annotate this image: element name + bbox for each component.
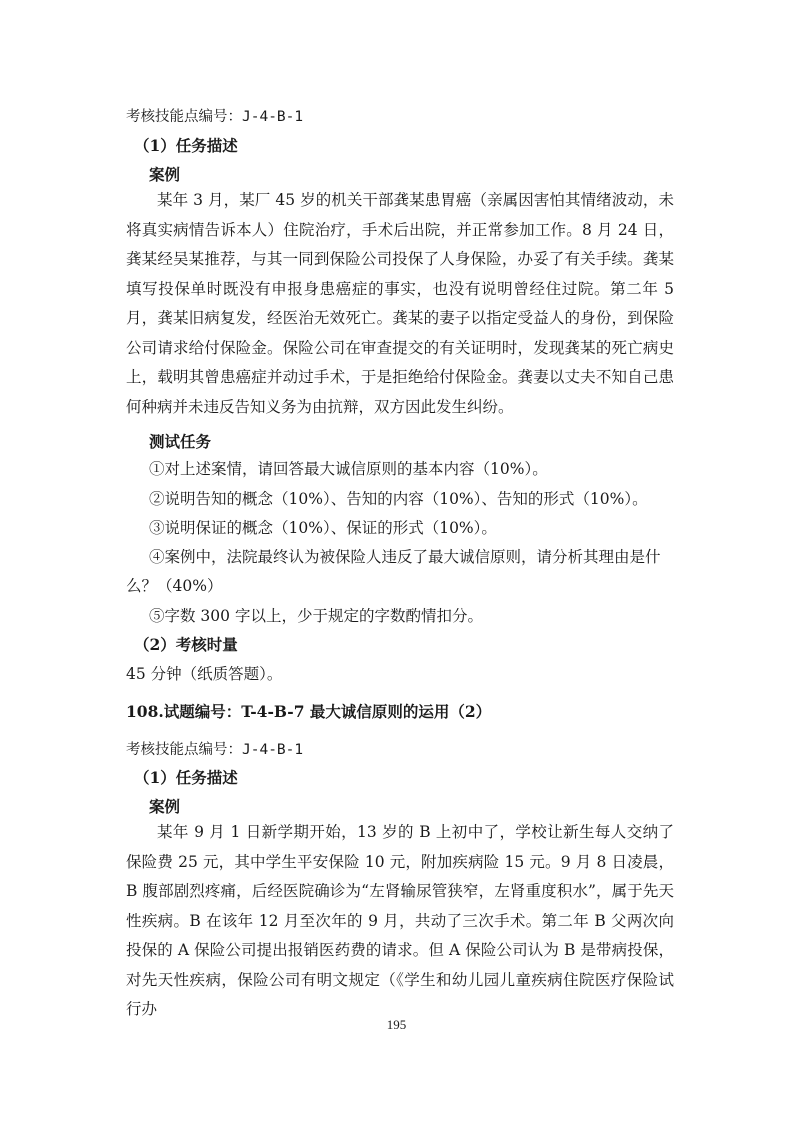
case-heading: 案例 bbox=[149, 165, 181, 184]
skill-code-line: 考核技能点编号：J-4-B-1 bbox=[126, 742, 304, 758]
test-task-item: ③说明保证的概念（10%）、保证的形式（10%）。 bbox=[149, 519, 497, 537]
case-heading: 案例 bbox=[149, 797, 181, 816]
skill-code-line: 考核技能点编号：J-4-B-1 bbox=[126, 109, 304, 125]
test-tasks-heading: 测试任务 bbox=[149, 432, 212, 451]
page-number: 195 bbox=[386, 1017, 407, 1032]
task-description-heading: （1）任务描述 bbox=[134, 136, 238, 155]
case-paragraph: 某年 3 月，某厂 45 岁的机关干部龚某患胃癌（亲属因害怕其情绪波动，未将真实病情告诉本人）住院治疗，手术后出院，并正常参加工作。8 月 24 日，龚某经吴某推荐，与其一同到保险公司投保了人身保险，办妥了有关手续。龚某填写投保单时既没有申报身患癌症的事实，也没有说明曾经住过院。第二年 5 月，龚某旧病复发，经医治无效死亡。龚某的妻子以指定受益人的身份，到保险公司请求给付保险金。保险公司在审查提交的有关证明时，发现龚某的死亡病史上，载明其曾患癌症并动过手术，于是拒绝给付保险金。龚妻以丈夫不知自己患何种病并未违反告知义务为由抗辩，双方因此发生纠纷。 bbox=[126, 191, 674, 416]
test-task-item: ④案例中，法院最终认为被保险人违反了最大诚信原则，请分析其理由是什 bbox=[149, 548, 661, 566]
time-heading: （2）考核时量 bbox=[134, 635, 238, 654]
task-description-heading: （1）任务描述 bbox=[134, 768, 238, 787]
test-task-item: ⑤字数 300 字以上，少于规定的字数酌情扣分。 bbox=[149, 607, 483, 625]
question-title: 108.试题编号：T-4-B-7 最大诚信原则的运用（2） bbox=[126, 702, 492, 721]
test-task-item: ①对上述案情，请回答最大诚信原则的基本内容（10%）。 bbox=[149, 460, 548, 478]
test-task-item: ②说明告知的概念（10%）、告知的内容（10%）、告知的形式（10%）。 bbox=[149, 490, 648, 508]
test-task-item-continuation: 么？（40%） bbox=[126, 577, 223, 595]
case-paragraph: 某年 9 月 1 日新学期开始，13 岁的 B 上初中了，学校让新生每人交纳了保险费 25 元，其中学生平安保险 10 元，附加疾病险 15 元。9 月 8 日凌晨，B 腹部剧烈疼痛，后经医院确诊为“左肾输尿管狭窄，左肾重度积水”，属于先天性疾病。B 在该年 12 月至次年的 9 月，共动了三次手术。第二年 B 父两次向投保的 A 保险公司提出报销医药费的请求。但 A 保险公司认为 B 是带病投保，对先天性疾病，保险公司有明文规定（《学生和幼儿园儿童疾病住院医疗保险试行办 bbox=[126, 823, 674, 1018]
time-text: 45 分钟（纸质答题）。 bbox=[126, 665, 283, 683]
